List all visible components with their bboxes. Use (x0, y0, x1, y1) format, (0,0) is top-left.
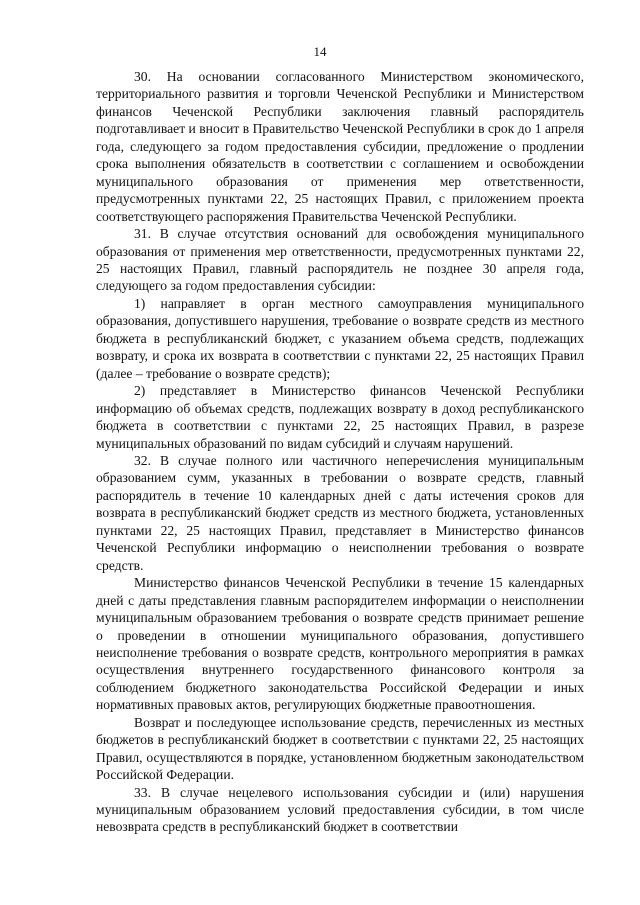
paragraph-31: 31. В случае отсутствия оснований для освобождения муниципального образования от применения мер ответственности, предусмотренных пунктами 22, 25 настоящих Правил, главный распорядитель не позднее 30 апреля года, следующего за годом предоставления субсидии: (96, 226, 584, 294)
paragraph-30: 30. На основании согласованного Министерством экономического, территориального развития и торговли Чеченской Республики и Министерством финансов Чеченской Республики заключения главный распорядитель подготавливает и вносит в Правительство Чеченской Республики в срок до 1 апреля года, следующего за годом предоставления субсидии, предложение о продлении срока выполнения обязательств в соответствии с соглашением и освобождении муниципального образования от применения мер ответственности, предусмотренных пунктами 22, 25 настоящих Правил, с приложением проекта соответствующего распоряжения Правительства Чеченской Республики. (96, 69, 584, 224)
paragraph-32: 32. В случае полного или частичного неперечисления муниципальным образованием сумм, указанных в требовании о возврате средств, главный распорядитель в течение 10 календарных дней с даты истечения сроков для возврата в республиканский бюджет средств из местного бюджета, установленных пунктами 22, 25 настоящих Правил, представляет в Министерство финансов Чеченской Республики информацию о неисполнении требования о возврате средств. (96, 452, 584, 573)
document-body (96, 68, 584, 836)
paragraph-31-item-2: 2) представляет в Министерство финансов Чеченской Республики информацию об объемах средств, подлежащих возврату в доход республиканского бюджета в соответствии с пунктами 22, 25 настоящих Правил, в разрезе муниципальных образований по видам субсидий и случаям нарушений. (96, 383, 584, 451)
paragraph-31-item-1: 1) направляет в орган местного самоуправления муниципального образования, допустившего нарушения, требование о возврате средств из местного бюджета в республиканский бюджет, с указанием объема средств, подлежащих возврату, и срока их возврата в соответствии с пунктами 22, 25 настоящих Правил (далее – требование о возврате средств); (96, 295, 584, 381)
paragraph-33: 33. В случае нецелевого использования субсидии и (или) нарушения муниципальным образованием условий предоставления субсидии, в том числе невозврата средств в республиканский бюджет в соответствии (96, 784, 584, 835)
paragraph-32-return: Возврат и последующее использование средств, перечисленных из местных бюджетов в республиканский бюджет в соответствии с пунктами 22, 25 настоящих Правил, осуществляются в порядке, установленном бюджетным законодательством Российской Федерации. (96, 714, 584, 783)
paragraph-32-ministry: Министерство финансов Чеченской Республики в течение 15 календарных дней с даты представления главным распорядителем информации о неисполнении муниципальным образованием требования о возврате средств принимает решение о проведении в отношении муниципального образования, допустившего неисполнение требования о возврате средств, контрольного мероприятия в рамках осуществления внутреннего государственного финансового контроля за соблюдением бюджетного законодательства Российской Федерации и иных нормативных правовых актов, регулирующих бюджетные правоотношения. (96, 575, 584, 713)
page-number: 14 (313, 44, 327, 59)
